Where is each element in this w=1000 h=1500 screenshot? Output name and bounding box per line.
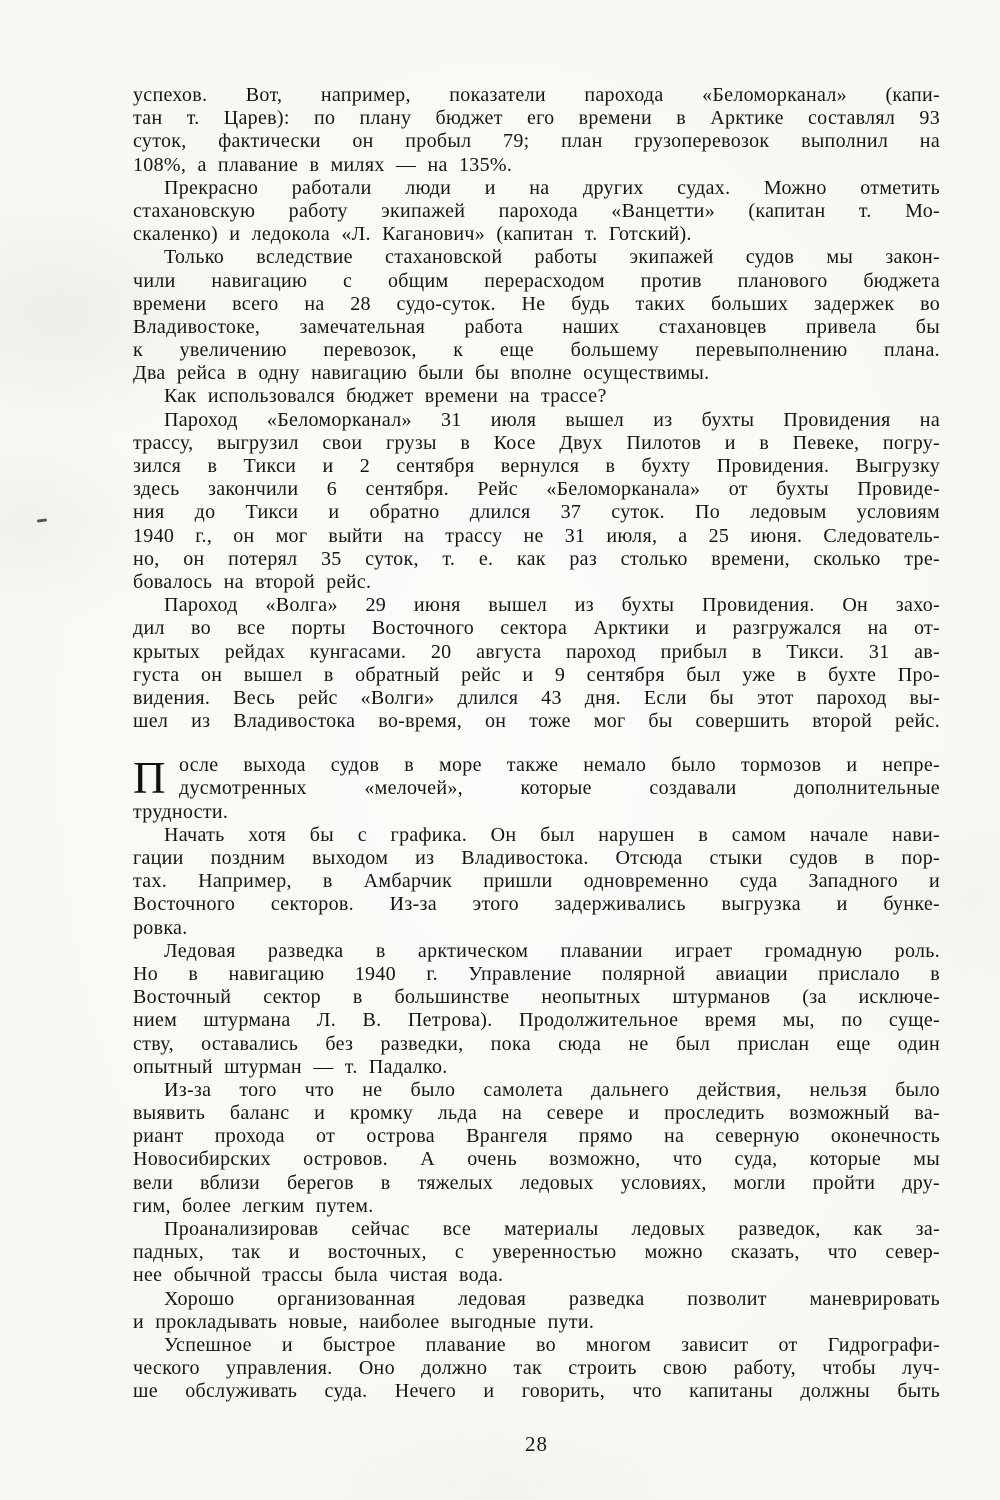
text-line: тан т. Царев): по плану бюджет его времени в Арктике составлял 93 <box>133 107 940 130</box>
text-line: ческого управления. Оно должно так строить свою работу, чтобы луч- <box>133 1357 940 1380</box>
paragraph <box>133 409 940 595</box>
text-line: суток, фактически он пробыл 79; план грузоперевозок выполнил на <box>133 130 940 153</box>
text-line: вели вблизи берегов в тяжелых ледовых условиях, могли пройти дру- <box>133 1171 940 1194</box>
text-line: Владивостоке, замечательная работа наших стахановцев привела бы <box>133 315 940 338</box>
text-line: ровка. <box>133 916 188 939</box>
paragraph <box>133 177 940 247</box>
text-line: чили навигацию с общим перерасходом против планового бюджета <box>133 269 940 292</box>
text-line: бовалось на второй рейс. <box>133 570 372 593</box>
text-line: Хорошо организованная ледовая разведка позволит маневрировать <box>164 1287 940 1310</box>
text-line: и прокладывать новые, наиболее выгодные пути. <box>133 1310 595 1333</box>
text-line: нее обычной трассы была чистая вода. <box>133 1264 504 1287</box>
text-line: опытный штурман — т. Падалко. <box>133 1055 448 1078</box>
paragraph <box>133 824 940 940</box>
paragraph <box>133 246 940 385</box>
paragraph <box>133 940 940 1079</box>
text-line: нием штурмана Л. В. Петрова). Продолжительное время мы, по суще- <box>133 1009 940 1032</box>
text-line: ству, оставались без разведки, пока сюда не был прислан еще один <box>133 1032 940 1055</box>
text-line: густа он вышел в обратный рейс и 9 сентября был уже в бухте Про- <box>133 663 940 686</box>
text-line: трассу, выгрузил свои грузы в Косе Двух Пилотов и в Певеке, погру- <box>133 431 940 454</box>
text-line: крытых рейдах кунгасами. 20 августа пароход прибыл в Тикси. 31 ав- <box>133 640 940 663</box>
paragraph <box>133 385 940 408</box>
text-line: 1940 г., он мог выйти на трассу не 31 июля, а 25 июня. Следователь- <box>133 524 940 547</box>
text-line: 108%, а плавание в милях — на 135%. <box>133 153 513 176</box>
text-line: Начать хотя бы с графика. Он был нарушен в самом начале нави- <box>164 823 940 846</box>
text-line: успехов. Вот, например, показатели парохода «Беломорканал» (капи- <box>133 84 940 106</box>
text-line: гации поздним выходом из Владивостока. Отсюда стыки судов в пор- <box>133 847 940 869</box>
text-line: Только вследствие стахановской работы экипажей судов мы закон- <box>164 246 940 269</box>
text-line: Два рейса в одну навигацию были бы вполне осуществимы. <box>133 362 710 385</box>
text-line: Восточный сектор в большинстве неопытных штурманов (за исключе- <box>133 986 940 1009</box>
text-line: Пароход «Волга» 29 июня вышел из бухты Провидения. Он захо- <box>164 594 940 617</box>
page-number: 28 <box>525 1432 548 1456</box>
text-line: дил во все порты Восточного сектора Арктики и разгружался на от- <box>133 617 940 640</box>
text-block <box>133 84 940 1404</box>
dropcap-letter: П <box>133 753 166 804</box>
text-line: тах. Например, в Амбарчик пришли одновременно суда Западного и <box>133 870 940 893</box>
paragraph <box>133 1079 940 1218</box>
text-line: Ледовая разведка в арктическом плавании играет громадную роль. <box>164 939 940 962</box>
paragraph <box>133 1218 940 1288</box>
text-line: ше обслуживать суда. Нечего и говорить, что капитаны должны быть <box>133 1380 940 1403</box>
text-line: шел из Владивостока во-время, он тоже мог бы совершить второй рейс. <box>133 710 940 733</box>
text-line: трудности. <box>133 800 229 823</box>
text-line: Восточного секторов. Из-за этого задерживались выгрузка и бунке- <box>133 893 940 916</box>
paragraph <box>133 594 940 733</box>
paragraph <box>133 84 940 177</box>
text-line: скаленко) и ледокола «Л. Каганович» (капитан т. Готский). <box>133 223 692 246</box>
text-line: Прекрасно работали люди и на других судах. Можно отметить <box>164 176 940 199</box>
text-line: гим, более легким путем. <box>133 1194 374 1217</box>
text-line: Пароход «Беломорканал» 31 июля вышел из бухты Провидения на <box>164 408 940 431</box>
text-line: но, он потерял 35 суток, т. е. как раз столько времени, сколько тре- <box>133 547 940 570</box>
margin-scan-artifact <box>37 518 47 522</box>
text-line: Новосибирских островов. А очень возможно, что суда, которые мы <box>133 1148 940 1171</box>
text-line: видения. Весь рейс «Волги» длился 43 дня. Если бы этот пароход вы- <box>133 686 940 709</box>
text-line: к увеличению перевозок, к еще большему перевыполнению плана. <box>133 339 940 362</box>
text-line: осле выхода судов в море также немало было тормозов и непре- <box>179 754 940 777</box>
text-line: Успешное и быстрое плавание во многом зависит от Гидрографи- <box>164 1333 940 1356</box>
text-line: стахановскую работу экипажей парохода «Ванцетти» (капитан т. Мо- <box>133 199 940 222</box>
text-line: падных, так и восточных, с уверенностью можно сказать, что север- <box>133 1241 940 1264</box>
text-line: ния до Тикси и обратно длился 37 суток. По ледовым условиям <box>133 501 940 524</box>
text-line: здесь закончили 6 сентября. Рейс «Беломорканала» от бухты Провиде- <box>133 478 940 501</box>
paragraph <box>133 1288 940 1334</box>
text-line: зился в Тикси и 2 сентября вернулся в бухту Провидения. Выгрузку <box>133 455 940 477</box>
text-line: Но в навигацию 1940 г. Управление полярной авиации прислало в <box>133 962 940 985</box>
text-line: дусмотренных «мелочей», которые создавали дополнительные <box>179 777 940 800</box>
text-line: Как использовался бюджет времени на трассе? <box>164 385 607 408</box>
text-line: риант прохода от острова Врангеля прямо на северную оконечность <box>133 1125 940 1148</box>
text-line: Проанализировав сейчас все материалы ледовых разведок, как за- <box>164 1218 940 1240</box>
text-line: Из-за того что не было самолета дальнего действия, нельзя было <box>164 1078 940 1101</box>
paragraph <box>133 1334 940 1404</box>
text-line: выявить баланс и кромку льда на севере и проследить возможный ва- <box>133 1102 940 1125</box>
paragraph <box>133 754 940 824</box>
text-line: времени всего на 28 судо-суток. Не будь таких больших задержек во <box>133 292 940 315</box>
